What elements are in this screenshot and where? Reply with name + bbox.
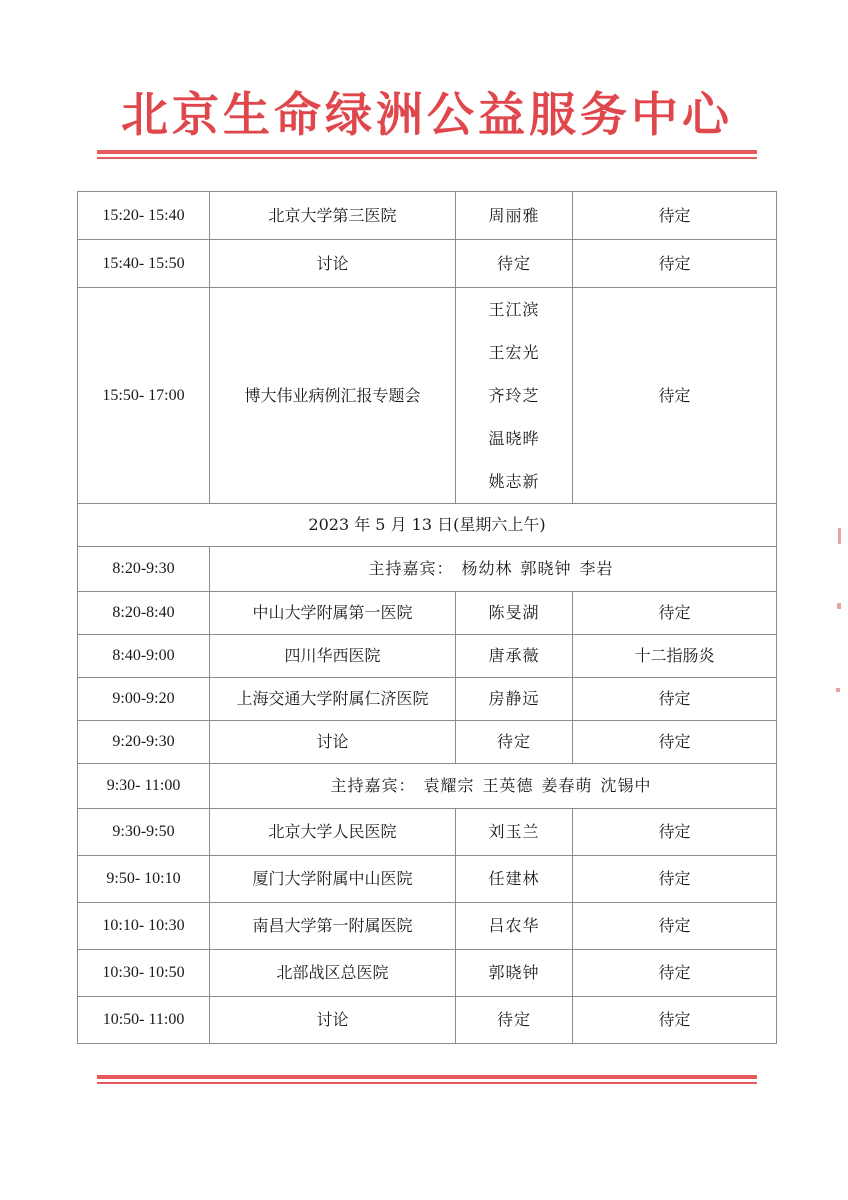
speaker-name: 齐玲芝 <box>488 386 540 405</box>
topic-cell: 待定 <box>573 678 777 721</box>
date-cell: 2023 年 5 月 13 日(星期六上午) <box>78 504 777 547</box>
time-cell: 10:30- 10:50 <box>78 950 210 997</box>
topic-cell: 待定 <box>573 721 777 764</box>
topic-cell: 待定 <box>573 997 777 1044</box>
session-time-cell: 8:20-9:30 <box>78 547 210 592</box>
topic-cell: 待定 <box>573 903 777 950</box>
speaker-cell: 郭晓钟 <box>456 950 573 997</box>
speaker-cell: 刘玉兰 <box>456 809 573 856</box>
speaker-cell: 待定 <box>456 997 573 1044</box>
schedule-row <box>78 997 777 1044</box>
schedule-row <box>78 592 777 635</box>
topic-cell: 待定 <box>573 288 777 504</box>
speaker-cell: 陈旻湖 <box>456 592 573 635</box>
topic-cell: 待定 <box>573 192 777 240</box>
institution-cell: 北部战区总医院 <box>210 950 456 997</box>
speaker-cell: 待定 <box>456 721 573 764</box>
speaker-name: 王宏光 <box>488 343 540 362</box>
host-name: 姜春萌 <box>541 776 593 795</box>
schedule-row <box>78 903 777 950</box>
speaker-name: 温晓晔 <box>488 429 540 448</box>
time-cell: 8:40-9:00 <box>78 635 210 678</box>
schedule-row <box>78 192 777 240</box>
topic-cell: 待定 <box>573 592 777 635</box>
speaker-cell: 吕农华 <box>456 903 573 950</box>
institution-cell: 四川华西医院 <box>210 635 456 678</box>
speaker-name: 姚志新 <box>488 472 540 491</box>
host-cell <box>210 764 777 809</box>
time-cell: 9:00-9:20 <box>78 678 210 721</box>
schedule-table <box>77 191 777 1044</box>
topic-cell: 十二指肠炎 <box>573 635 777 678</box>
speaker-cell: 房静远 <box>456 678 573 721</box>
schedule-row <box>78 288 777 504</box>
institution-cell: 讨论 <box>210 240 456 288</box>
speaker-cell: 待定 <box>456 240 573 288</box>
institution-cell: 厦门大学附属中山医院 <box>210 856 456 903</box>
host-name: 王英德 <box>482 776 534 795</box>
topic-cell: 待定 <box>573 240 777 288</box>
date-row <box>78 504 777 547</box>
schedule-row <box>78 950 777 997</box>
speaker-cell: 唐承薇 <box>456 635 573 678</box>
time-cell: 10:50- 11:00 <box>78 997 210 1044</box>
host-name: 李岩 <box>579 559 614 578</box>
speaker-cell: 周丽雅 <box>456 192 573 240</box>
institution-cell: 讨论 <box>210 997 456 1044</box>
time-cell: 15:50- 17:00 <box>78 288 210 504</box>
topic-cell: 待定 <box>573 856 777 903</box>
schedule-row <box>78 635 777 678</box>
time-cell: 15:40- 15:50 <box>78 240 210 288</box>
institution-cell: 博大伟业病例汇报专题会 <box>210 288 456 504</box>
host-row <box>78 764 777 809</box>
institution-cell: 上海交通大学附属仁济医院 <box>210 678 456 721</box>
speaker-cell <box>456 288 573 504</box>
host-label: 主持嘉宾： <box>368 559 454 578</box>
letterhead-rule <box>97 150 757 159</box>
schedule-row <box>78 678 777 721</box>
schedule-row <box>78 240 777 288</box>
speaker-cell: 任建林 <box>456 856 573 903</box>
scan-artifact <box>836 688 840 692</box>
topic-cell: 待定 <box>573 809 777 856</box>
scan-artifact <box>837 603 841 609</box>
time-cell: 9:30-9:50 <box>78 809 210 856</box>
time-cell: 10:10- 10:30 <box>78 903 210 950</box>
session-time-cell: 9:30- 11:00 <box>78 764 210 809</box>
time-cell: 8:20-8:40 <box>78 592 210 635</box>
time-cell: 9:20-9:30 <box>78 721 210 764</box>
schedule-row <box>78 809 777 856</box>
topic-cell: 待定 <box>573 950 777 997</box>
institution-cell: 讨论 <box>210 721 456 764</box>
institution-cell: 北京大学人民医院 <box>210 809 456 856</box>
time-cell: 9:50- 10:10 <box>78 856 210 903</box>
institution-cell: 中山大学附属第一医院 <box>210 592 456 635</box>
speaker-name: 王江滨 <box>488 300 540 319</box>
schedule-row <box>78 721 777 764</box>
schedule-row <box>78 856 777 903</box>
host-name: 郭晓钟 <box>520 559 572 578</box>
host-row <box>78 547 777 592</box>
footer-rule <box>97 1075 757 1084</box>
host-name: 杨幼林 <box>461 559 513 578</box>
institution-cell: 南昌大学第一附属医院 <box>210 903 456 950</box>
time-cell: 15:20- 15:40 <box>78 192 210 240</box>
host-name: 沈锡中 <box>600 776 652 795</box>
scan-artifact <box>838 528 841 544</box>
host-name: 袁耀宗 <box>423 776 475 795</box>
letterhead-title: 北京生命绿洲公益服务中心 <box>121 88 733 143</box>
host-cell <box>210 547 777 592</box>
host-label: 主持嘉宾： <box>330 776 416 795</box>
institution-cell: 北京大学第三医院 <box>210 192 456 240</box>
